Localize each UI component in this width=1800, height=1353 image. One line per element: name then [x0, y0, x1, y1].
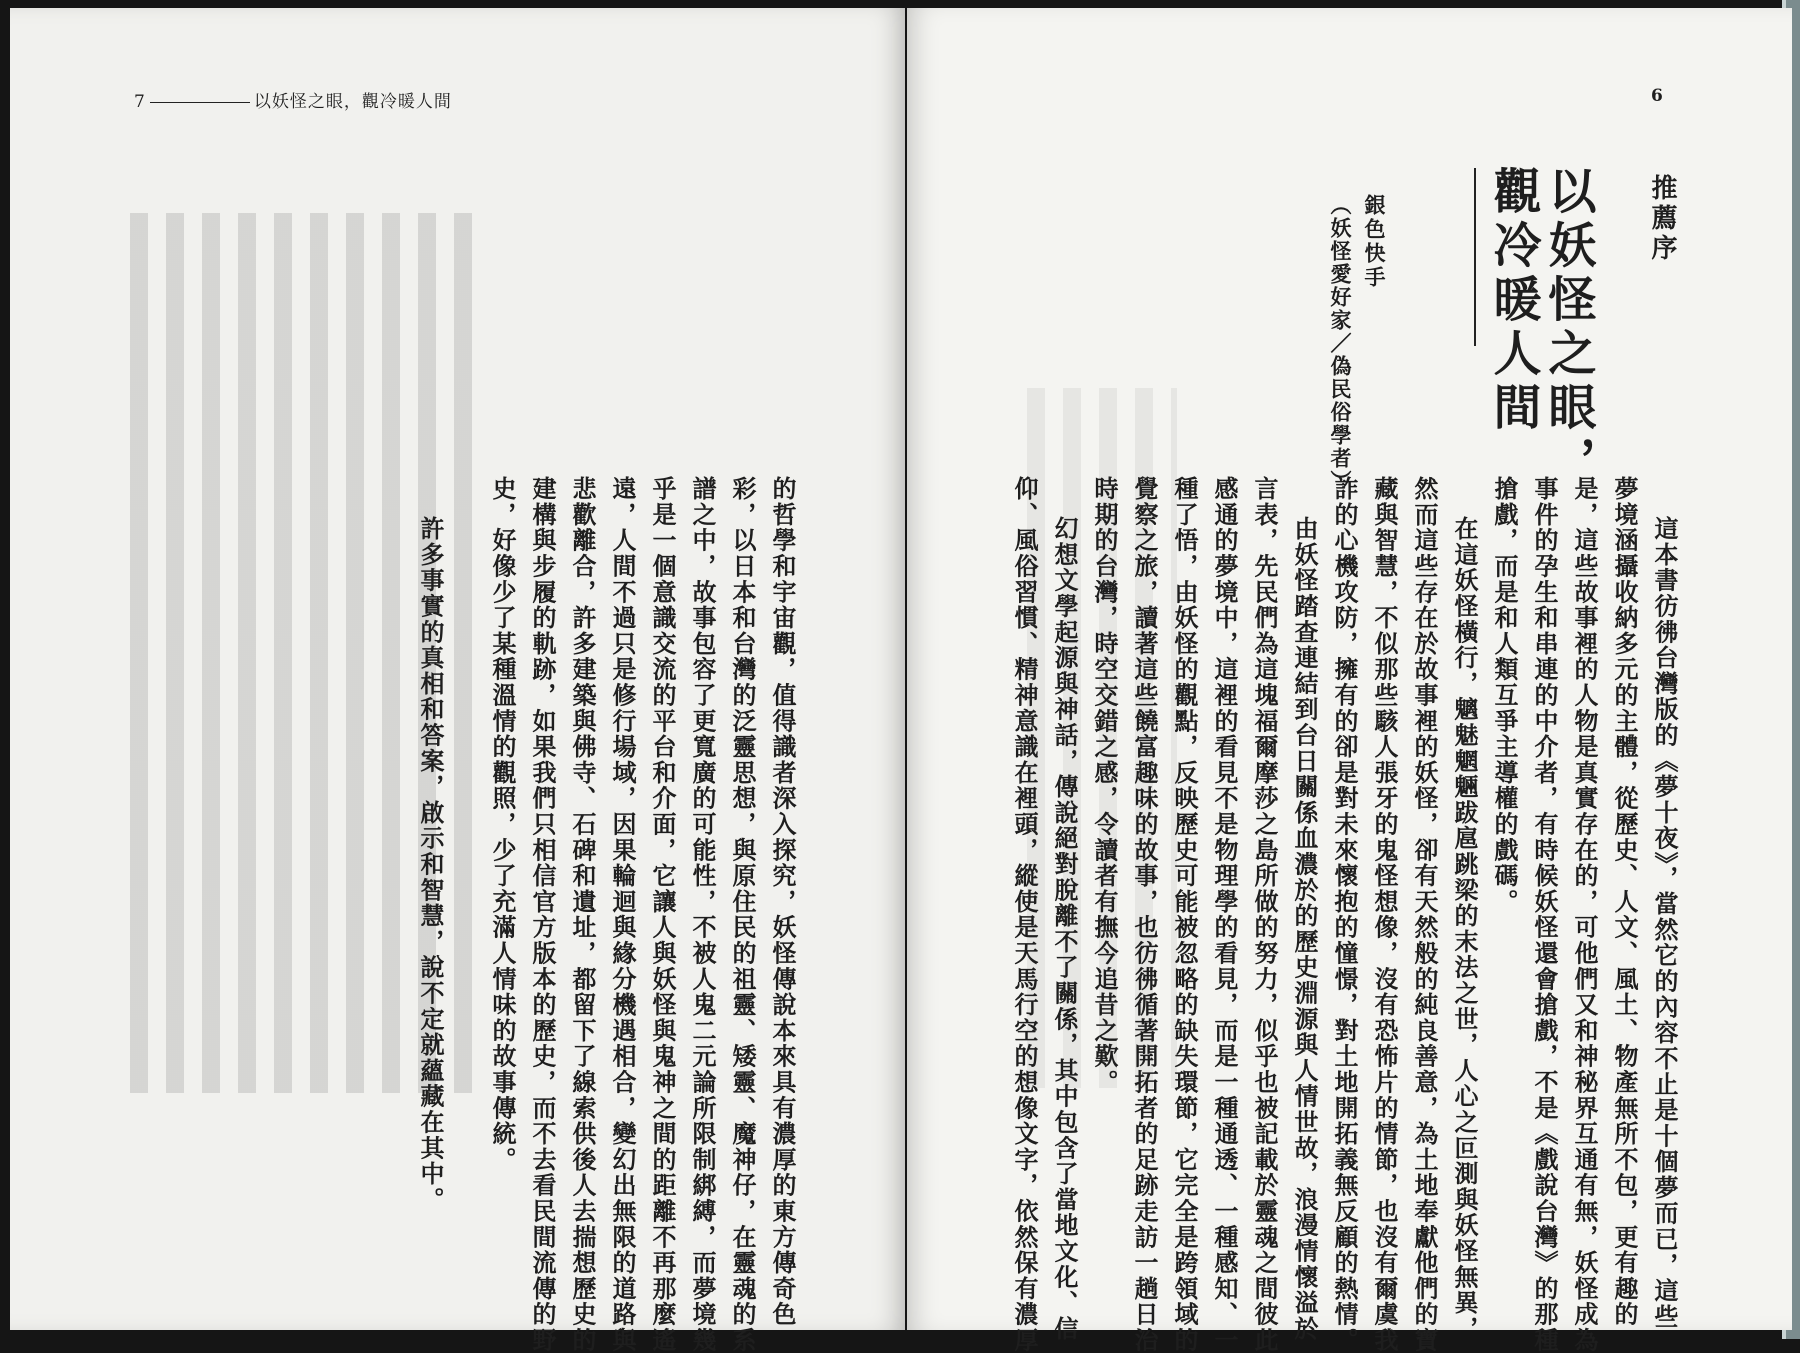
- author-description: （妖怪愛好家／偽民俗學者）: [1328, 194, 1353, 493]
- author-name: 銀色快手: [1362, 194, 1387, 290]
- section-label: 推薦序: [1647, 174, 1677, 264]
- right-text-line: 藏與智慧，不似那些駭人張牙的鬼怪想像，沒有恐怖片的情節，也沒有爾虞我: [1370, 476, 1399, 1353]
- right-text-line: 幻想文學起源與神話，傳說絕對脫離不了關係，其中包含了當地文化、信: [1050, 516, 1079, 1342]
- left-text-line: 譜之中，故事包容了更寬廣的可能性，不被人鬼二元論所限制綁縛，而夢境幾: [688, 476, 717, 1353]
- right-text-line: 時期的台灣，時空交錯之感，令讀者有撫今追昔之歎。: [1090, 476, 1119, 1096]
- left-text-line: 彩，以日本和台灣的泛靈思想，與原住民的祖靈、矮靈、魔神仔，在靈魂的系: [728, 476, 757, 1353]
- running-head-rule: [150, 102, 250, 103]
- left-text-line: 建構與步履的軌跡，如果我們只相信官方版本的歷史，而不去看民間流傳的野: [528, 476, 557, 1353]
- chapter-title-line-1: 以妖怪之眼，: [1540, 166, 1596, 490]
- chapter-title-line-2: 觀冷暖人間: [1485, 166, 1541, 436]
- right-text-line: 在這妖怪橫行，魑魅魍魎跋扈跳梁的末法之世，人心之叵測與妖怪無異，: [1450, 516, 1479, 1342]
- left-page: [10, 8, 905, 1353]
- right-text-line: 仰、風俗習慣、精神意識在裡頭，縱使是天馬行空的想像文字，依然保有濃厚: [1010, 476, 1039, 1353]
- left-text-line: 的哲學和宇宙觀，值得識者深入探究，妖怪傳說本來具有濃厚的東方傳奇色: [768, 476, 797, 1328]
- left-text-line: 悲歡離合，許多建築與佛寺、石碑和遺址，都留下了線索供後人去揣想歷史的: [568, 476, 597, 1353]
- right-text-line: 言表，先民們為這塊福爾摩莎之島所做的努力，似乎也被記載於靈魂之間彼此: [1250, 476, 1279, 1353]
- right-text-line: 由妖怪踏查連結到台日關係血濃於的歷史淵源與人情世故，浪漫情懷溢於: [1290, 516, 1319, 1342]
- right-text-line: 事件的孕生和串連的中介者，有時候妖怪還會搶戲，不是《戲說台灣》的那種: [1530, 476, 1559, 1353]
- right-text-line: 覺察之旅，讀著這些饒富趣味的故事，也彷彿循著開拓者的足跡走訪一趟日治: [1130, 476, 1159, 1353]
- right-page-number: 6: [1651, 86, 1663, 106]
- running-head: [134, 87, 452, 112]
- right-text-line: 夢境涵攝收納多元的主體，從歷史、人文、風土、物產無所不包，更有趣的: [1610, 476, 1639, 1328]
- right-text-line: 然而這些存在於故事裡的妖怪，卻有天然般的純良善意，為土地奉獻他們的寶: [1410, 476, 1439, 1353]
- left-text-line: 遠，人間不過只是修行場域，因果輪迴與緣分機遇相合，變幻出無限的道路與: [608, 476, 637, 1353]
- left-page-number: 7: [134, 92, 146, 112]
- right-text-line: 種了悟，由妖怪的觀點，反映歷史可能被忽略的缺失環節，它完全是跨領域的: [1170, 476, 1199, 1353]
- right-text-line: 詐的心機攻防，擁有的卻是對未來懷抱的憧憬，對土地開拓義無反顧的熱情。: [1330, 476, 1359, 1353]
- right-text-line: 感通的夢境中，這裡的看見不是物理學的看見，而是一種通透、一種感知、一: [1210, 476, 1239, 1353]
- left-text-line: 史，好像少了某種溫情的觀照，少了充滿人情味的故事傳統。: [488, 476, 517, 1173]
- running-head-title: 以妖怪之眼，觀冷暖人間: [253, 92, 452, 112]
- right-text-line: 搶戲，而是和人類互爭主導權的戲碼。: [1490, 476, 1519, 915]
- left-text-line: 許多事實的真相和答案，啟示和智慧，說不定就蘊藏在其中。: [416, 516, 445, 1213]
- right-text-line: 這本書彷彿台灣版的《夢十夜》，當然它的內容不止是十個夢而已，這些: [1650, 516, 1679, 1330]
- right-page: [907, 8, 1792, 1353]
- title-rule: [1474, 168, 1476, 346]
- left-text-line: 乎是一個意識交流的平台和介面，它讓人與妖怪與鬼神之間的距離不再那麼遙: [648, 476, 677, 1353]
- right-text-line: 是，這些故事裡的人物是真實存在的，可他們又和神秘界互通有無，妖怪成為: [1570, 476, 1599, 1353]
